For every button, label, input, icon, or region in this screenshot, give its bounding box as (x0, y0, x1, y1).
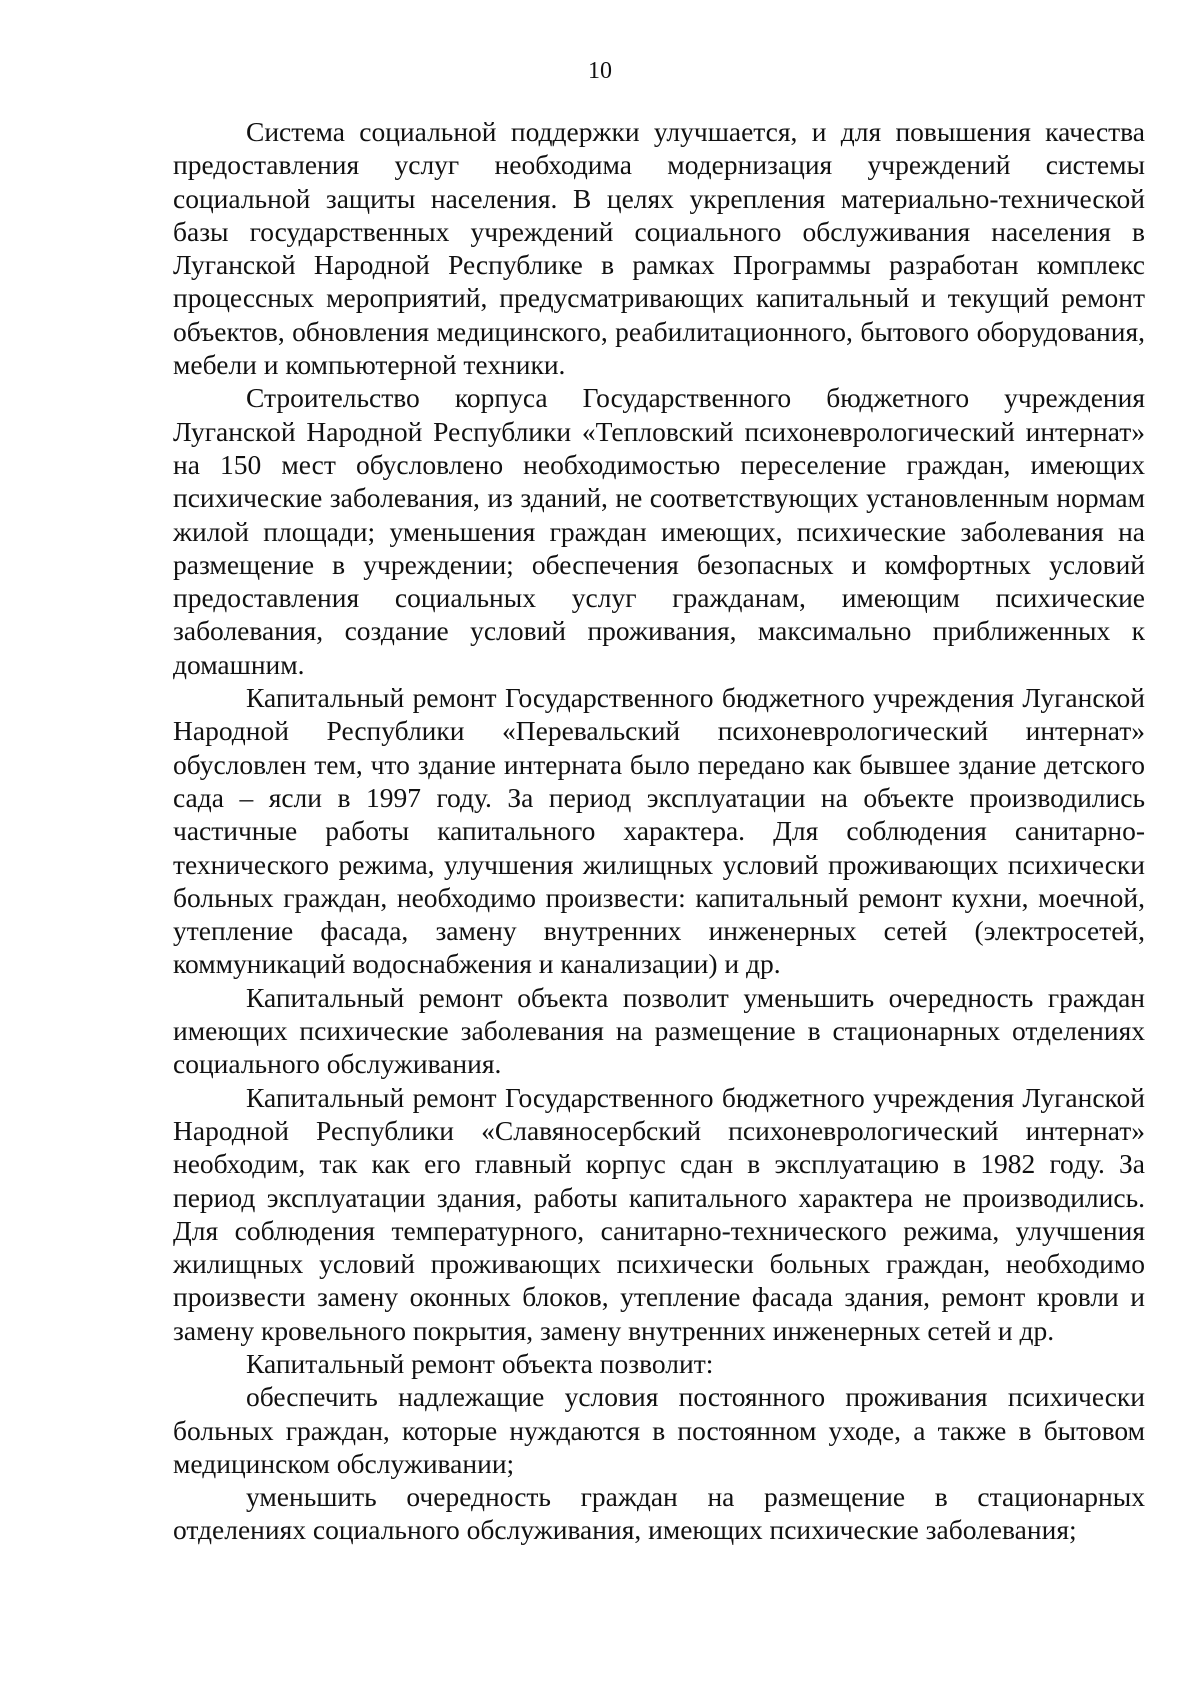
document-body (173, 115, 1145, 1547)
paragraph-perevalsky-effect: Капитальный ремонт объекта позволит уменьшить очередность граждан имеющих психические заболевания на размещение в стационарных отделениях социального обслуживания. (173, 981, 1145, 1080)
paragraph-ensure-conditions: обеспечить надлежащие условия постоянного проживания психически больных граждан, которые нуждаются в постоянном уходе, а также в бытовом медицинском обслуживании; (173, 1381, 1145, 1479)
paragraph-social-support: Система социальной поддержки улучшается, и для повышения качества предоставления услуг необходима модернизация учреждений системы социальной защиты населения. В целях укрепления материально-технической базы государственных учреждений социального обслуживания населения в Луганской Народной Республике в рамках Программы разработан комплекс процессных мероприятий, предусматривающих капитальный и текущий ремонт объектов, обновления медицинского, реабилитационного, бытового оборудования, мебели и компьютерной техники. (173, 116, 1145, 381)
paragraph-reduce-queue: уменьшить очередность граждан на размещение в стационарных отделениях социального обслуживания, имеющих психические заболевания; (173, 1481, 1145, 1546)
paragraph-perevalsky-repair: Капитальный ремонт Государственного бюджетного учреждения Луганской Народной Республики «Перевальский психоневрологический интернат» обусловлен тем, что здание интерната было передано как бывшее здание детского сада – ясли в 1997 году. За период эксплуатации на объекте производились частичные работы капитального характера. Для соблюдения санитарно-технического режима, улучшения жилищных условий проживающих психически больных граждан, необходимо произвести: капитальный ремонт кухни, моечной, утепление фасада, замену внутренних инженерных сетей (электросетей, коммуникаций водоснабжения и канализации) и др. (173, 682, 1145, 980)
page-number: 10 (588, 58, 612, 84)
paragraph-teplovsky-construction: Строительство корпуса Государственного бюджетного учреждения Луганской Народной Республики «Тепловский психоневрологический интернат» на 150 мест обусловлено необходимостью переселение граждан, имеющих психические заболевания, из зданий, не соответствующих установленным нормам жилой площади; уменьшения граждан имеющих, психические заболевания на размещение в учреждении; обеспечения безопасных и комфортных условий предоставления социальных услуг гражданам, имеющим психические заболевания, создание условий проживания, максимально приближенных к домашним. (173, 382, 1145, 680)
paragraph-slavyanoserbsky-repair: Капитальный ремонт Государственного бюджетного учреждения Луганской Народной Республики «Славяносербский психоневрологический интернат» необходим, так как его главный корпус сдан в эксплуатацию в 1982 году. За период эксплуатации здания, работы капитального характера не производились. Для соблюдения температурного, санитарно-технического режима, улучшения жилищных условий проживающих психически больных граждан, необходимо произвести замену оконных блоков, утепление фасада здания, ремонт кровли и замену кровельного покрытия, замену внутренних инженерных сетей и др. (173, 1081, 1145, 1346)
paragraph-repair-allows: Капитальный ремонт объекта позволит: (246, 1347, 714, 1379)
